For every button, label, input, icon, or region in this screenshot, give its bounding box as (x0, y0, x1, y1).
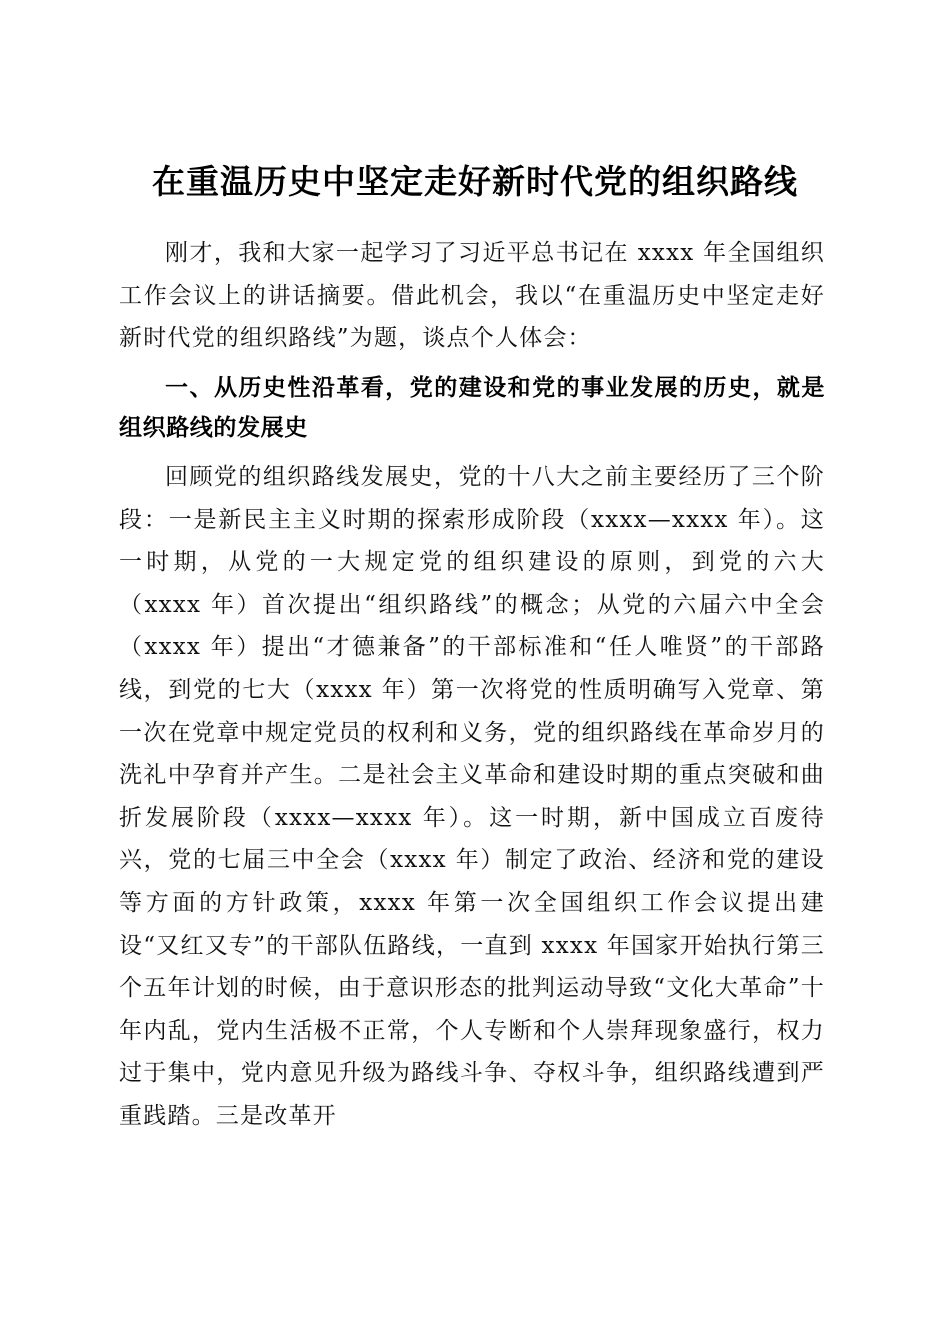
history-paragraph: 回顾党的组织路线发展史，党的十八大之前主要经历了三个阶段：一是新民主主义时期的探索形成阶段（xxxx—xxxx 年）。这一时期，从党的一大规定党的组织建设的原则，到党的六大（xxxx 年）首次提出“组织路线”的概念；从党的六届六中全会（xxxx 年）提出“才德兼备”的干部标准和“任人唯贤”的干部路线，到党的七大（xxxx 年）第一次将党的性质明确写入党章、第一次在党章中规定党员的权利和义务，党的组织路线在革命岁月的洗礼中孕育并产生。二是社会主义革命和建设时期的重点突破和曲折发展阶段（xxxx—xxxx 年）。这一时期，新中国成立百废待兴，党的七届三中全会（xxxx 年）制定了政治、经济和党的建设等方面的方针政策，xxxx 年第一次全国组织工作会议提出建设“又红又专”的干部队伍路线，一直到 xxxx 年国家开始执行第三个五年计划的时候，由于意识形态的批判运动导致“文化大革命”十年内乱，党内生活极不正常，个人专断和个人崇拜现象盛行，权力过于集中，党内意见升级为路线斗争、夺权斗争，组织路线遭到严重践踏。三是改革开 (119, 464, 825, 1129)
section-heading-1: 一、从历史性沿革看，党的建设和党的事业发展的历史，就是组织路线的发展史 (119, 375, 825, 441)
document-title: 在重温历史中坚定走好新时代党的组织路线 (152, 162, 798, 202)
intro-paragraph: 刚才，我和大家一起学习了习近平总书记在 xxxx 年全国组织工作会议上的讲话摘要。借此机会，我以“在重温历史中坚定走好新时代党的组织路线”为题，谈点个人体会： (119, 240, 825, 352)
